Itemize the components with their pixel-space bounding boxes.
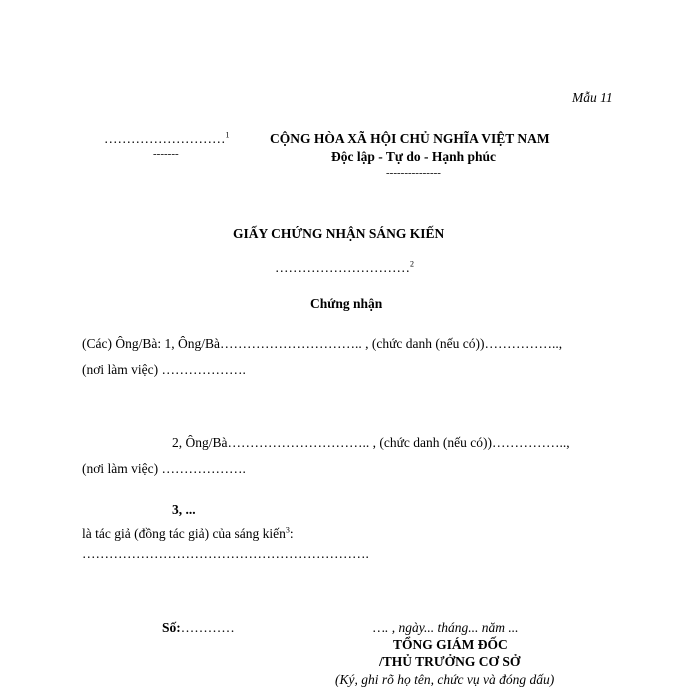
organization-dots: ………………………: [104, 131, 226, 146]
country-name: CỘNG HÒA XÃ HỘI CHỦ NGHĨA VIỆT NAM: [270, 131, 550, 146]
organization-placeholder: [104, 131, 230, 147]
person3-line: 3, ...: [172, 502, 196, 517]
organization-underline: -------: [153, 148, 179, 160]
author-line: [82, 526, 294, 542]
date-line: …. , ngày... tháng... năm ...: [373, 620, 519, 635]
person1-workplace: (nơi làm việc) ……………….: [82, 362, 246, 377]
author-colon: :: [289, 526, 294, 541]
person2-line1: 2, Ông/Bà………………………….. , (chức danh (nếu có))……………..,: [172, 435, 570, 450]
document-number: [162, 620, 235, 636]
issuer-placeholder: [275, 260, 414, 276]
issuer-dots: …………………………: [275, 260, 410, 275]
form-number: Mẫu 11: [572, 90, 613, 105]
signer-title-line2: /THỦ TRƯỞNG CƠ SỞ: [379, 654, 521, 669]
national-motto: Độc lập - Tự do - Hạnh phúc: [331, 149, 497, 164]
person2-workplace: (nơi làm việc) ……………….: [82, 461, 246, 476]
certify-heading: Chứng nhận: [310, 296, 383, 311]
number-label: Số:: [162, 620, 181, 635]
footnote-ref-1: 1: [225, 130, 230, 140]
document-title: GIẤY CHỨNG NHẬN SÁNG KIẾN: [233, 226, 445, 241]
initiative-dots: ……………………………………………………….: [82, 546, 369, 561]
signature-note: (Ký, ghi rõ họ tên, chức vụ và đóng dấu): [335, 672, 555, 687]
person1-line1: (Các) Ông/Bà: 1, Ông/Bà………………………….. , (chức danh (nếu có))……………..,: [82, 336, 563, 351]
number-dots: …………: [180, 620, 235, 635]
signer-title-line1: TỔNG GIÁM ĐỐC: [393, 637, 508, 652]
motto-underline: ---------------: [386, 167, 441, 179]
footnote-ref-2: 2: [410, 259, 414, 269]
footnote-ref-3: 3: [285, 525, 290, 535]
author-text: là tác giả (đồng tác giả) của sáng kiến: [82, 526, 286, 541]
